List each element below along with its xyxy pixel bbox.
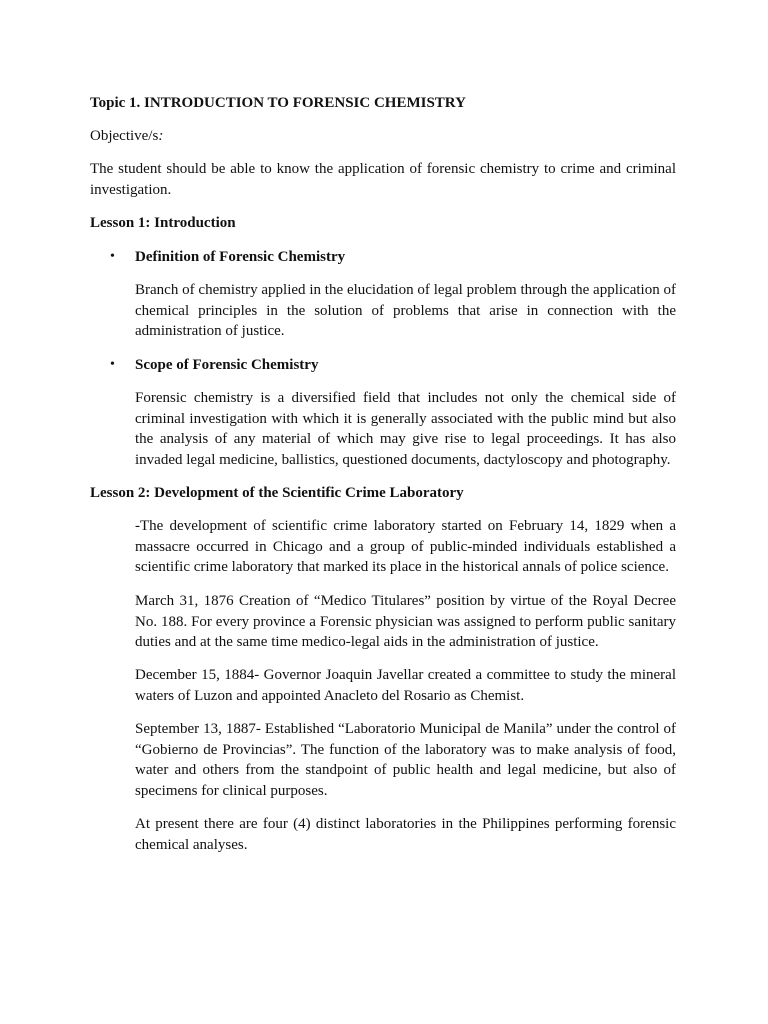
- lesson-2-paragraph: March 31, 1876 Creation of “Medico Titulares” position by virtue of the Royal Decree No. 188. For every province a Forensic physician was assigned to perform public sanitary duties and at the same time medico-legal aids in the administration of justice.: [135, 593, 676, 651]
- scope-heading: Scope of Forensic Chemistry: [135, 357, 319, 373]
- definition-text: Branch of chemistry applied in the elucidation of legal problem through the application of chemical principles in the solution of problems that arise in connection with the administration of justice.: [135, 282, 676, 340]
- topic-title: Topic 1. INTRODUCTION TO FORENSIC CHEMISTRY: [90, 95, 466, 111]
- objective-label-colon: :: [158, 128, 164, 144]
- lesson-2-paragraph: December 15, 1884- Governor Joaquin Javellar created a committee to study the mineral waters of Luzon and appointed Anacleto del Rosario as Chemist.: [135, 667, 676, 704]
- bullet-icon: •: [110, 249, 115, 264]
- lesson-2-paragraph: -The development of scientific crime laboratory started on February 14, 1829 when a massacre occurred in Chicago and a group of public-minded individuals established a scientific crime laboratory that marked its place in the historical annals of police science.: [135, 518, 676, 576]
- lesson-2-paragraph: September 13, 1887- Established “Laboratorio Municipal de Manila” under the control of “Gobierno de Provincias”. The function of the laboratory was to make analysis of food, water and others from the standpoint of public health and legal medicine, but also of specimens for clinical purposes.: [135, 721, 676, 799]
- objective-label-text: Objective/s: [90, 128, 159, 144]
- objective-label: [90, 126, 163, 147]
- bullet-icon: •: [110, 357, 115, 372]
- scope-text: Forensic chemistry is a diversified field that includes not only the chemical side of criminal investigation with which it is generally associated with the public mind but also the analysis of any material of which may give rise to legal proceedings. It has also invaded legal medicine, ballistics, questioned documents, dactyloscopy and photography.: [135, 390, 676, 468]
- lesson-2-paragraph: At present there are four (4) distinct laboratories in the Philippines performing forensic chemical analyses.: [135, 816, 676, 853]
- lesson-2-heading: Lesson 2: Development of the Scientific Crime Laboratory: [90, 485, 464, 501]
- lesson-1-heading: Lesson 1: Introduction: [90, 215, 236, 231]
- objective-text: The student should be able to know the application of forensic chemistry to crime and criminal investigation.: [90, 161, 676, 198]
- definition-heading: Definition of Forensic Chemistry: [135, 249, 346, 265]
